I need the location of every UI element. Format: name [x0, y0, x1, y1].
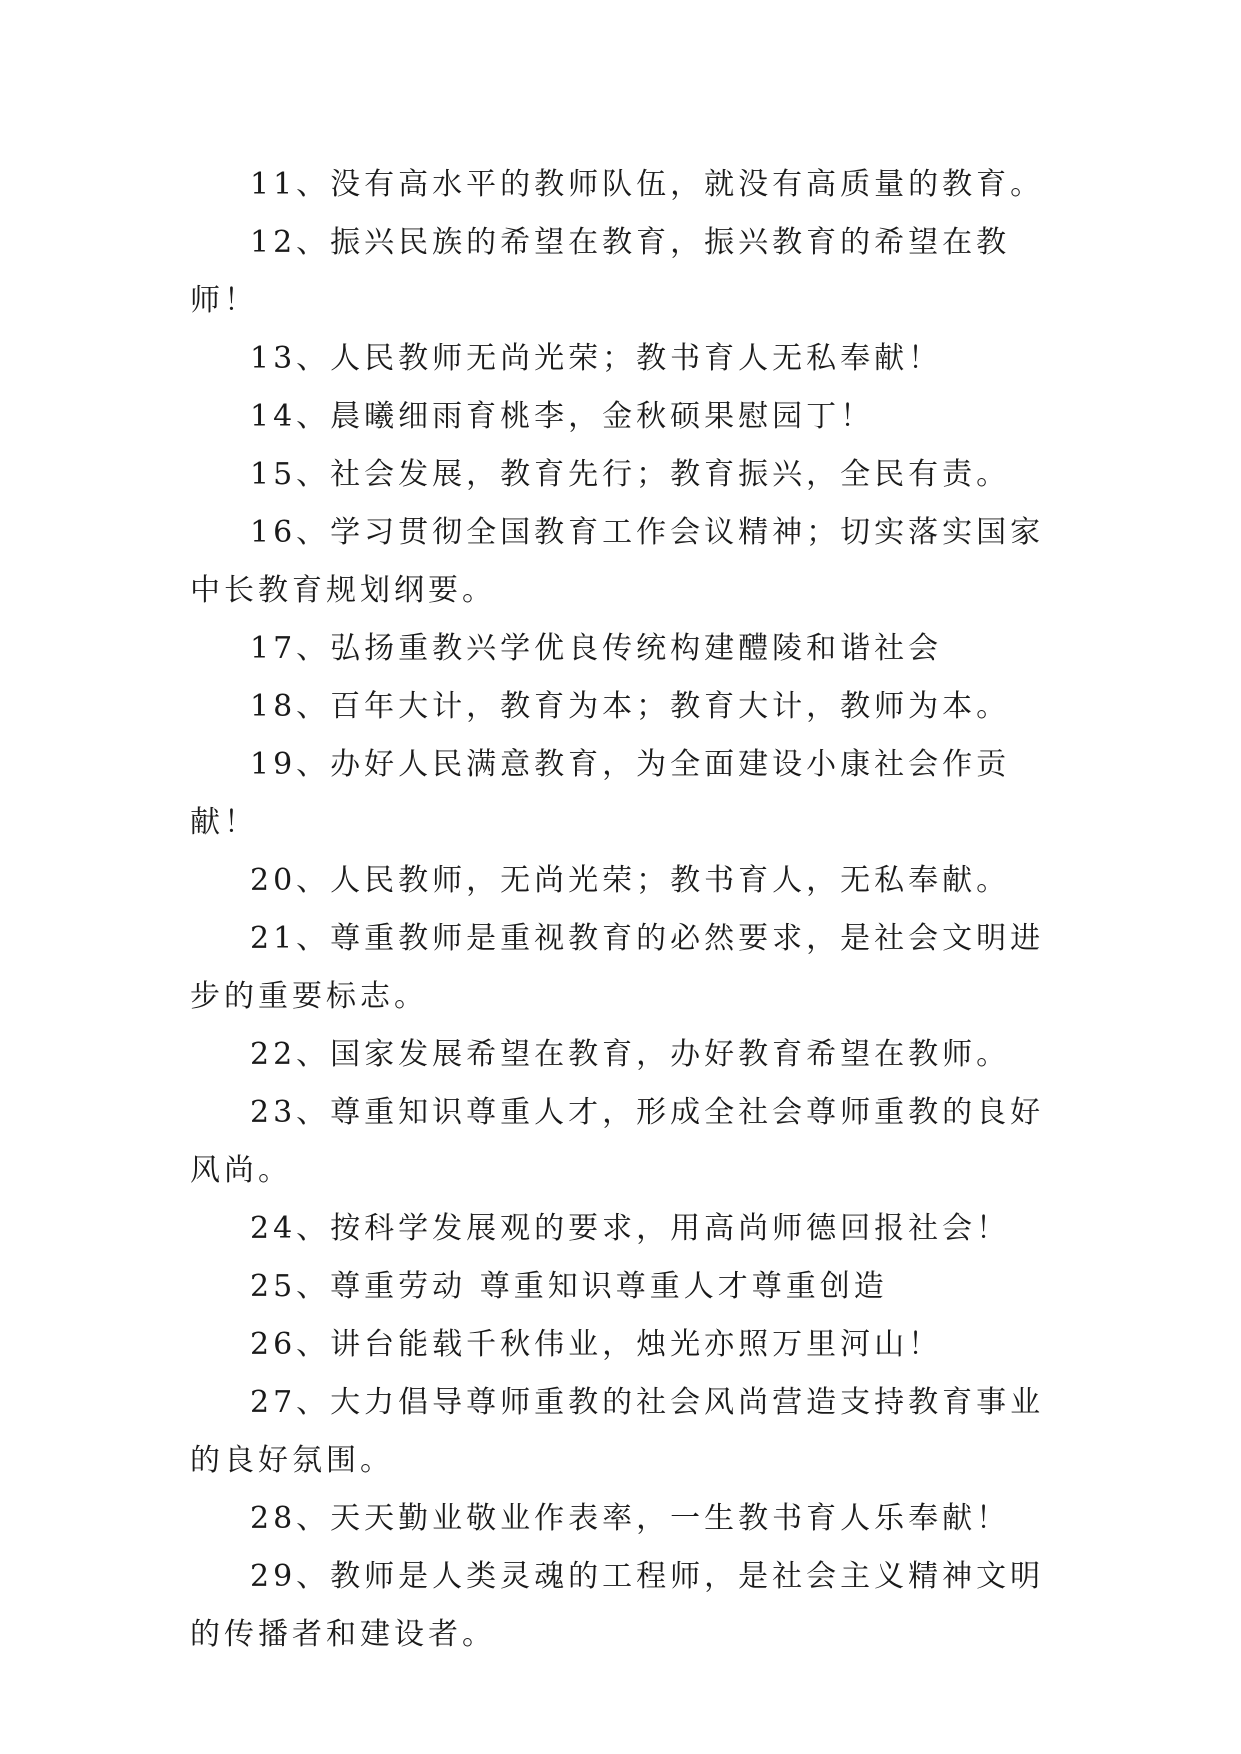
list-item: 16、学习贯彻全国教育工作会议精神；切实落实国家中长教育规划纲要。	[190, 515, 1045, 608]
document-body	[190, 156, 1050, 1664]
list-item: 25、尊重劳动 尊重知识尊重人才尊重创造	[250, 1269, 888, 1304]
list-item: 18、百年大计，教育为本；教育大计，教师为本。	[250, 689, 1011, 724]
list-item: 28、天天勤业敬业作表率，一生教书育人乐奉献！	[250, 1501, 1011, 1536]
list-item: 21、尊重教师是重视教育的必然要求，是社会文明进步的重要标志。	[190, 921, 1045, 1014]
list-item: 13、人民教师无尚光荣；教书育人无私奉献！	[250, 341, 943, 376]
list-item: 24、按科学发展观的要求，用高尚师德回报社会！	[250, 1211, 1011, 1246]
list-item: 19、办好人民满意教育，为全面建设小康社会作贡献！	[190, 747, 1011, 840]
list-item: 11、没有高水平的教师队伍，就没有高质量的教育。	[250, 167, 1045, 202]
list-item: 22、国家发展希望在教育，办好教育希望在教师。	[250, 1037, 1011, 1072]
list-item: 15、社会发展，教育先行；教育振兴，全民有责。	[250, 457, 1011, 492]
list-item: 17、弘扬重教兴学优良传统构建醴陵和谐社会	[250, 631, 943, 666]
list-item: 20、人民教师，无尚光荣；教书育人，无私奉献。	[250, 863, 1011, 898]
list-item: 29、教师是人类灵魂的工程师，是社会主义精神文明的传播者和建设者。	[190, 1559, 1045, 1652]
list-item: 27、大力倡导尊师重教的社会风尚营造支持教育事业的良好氛围。	[190, 1385, 1045, 1478]
list-item: 14、晨曦细雨育桃李，金秋硕果慰园丁！	[250, 399, 875, 434]
list-item: 23、尊重知识尊重人才，形成全社会尊师重教的良好风尚。	[190, 1095, 1045, 1188]
list-item: 12、振兴民族的希望在教育，振兴教育的希望在教师！	[190, 225, 1011, 318]
list-item: 26、讲台能载千秋伟业，烛光亦照万里河山！	[250, 1327, 943, 1362]
